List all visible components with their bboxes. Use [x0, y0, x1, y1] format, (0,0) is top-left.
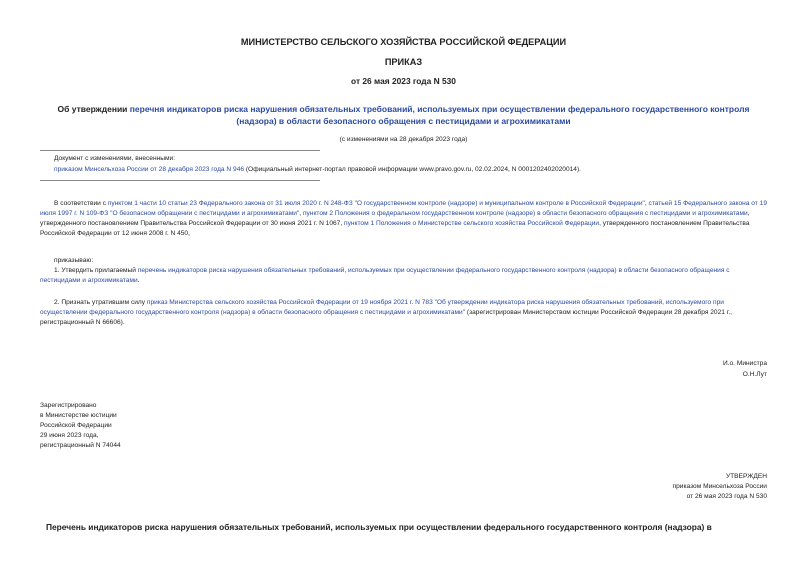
registration-line: Зарегистрировано: [40, 402, 97, 409]
list-title: Перечень индикаторов риска нарушения обязательных требований, используемых при осуществлении федерального государственного контроля (надзора) в: [46, 522, 712, 532]
approval-line: от 26 мая 2023 года N 530: [686, 493, 767, 500]
registration-line: 29 июня 2023 года,: [40, 432, 99, 439]
regulation-450-link[interactable]: пунктом 1 Положения о Министерстве сельского хозяйства Российской Федерации: [344, 220, 600, 227]
indicators-list-link[interactable]: перечень индикаторов риска нарушения обязательных требований, используемых при осуществлении федерального государственного контроля (надзора) в области безопасного обращения с пестицидами и агрохимикатами: [40, 267, 730, 284]
item-1-end: .: [137, 277, 140, 284]
approval-line: приказом Минсельхоза России: [672, 483, 767, 490]
signature-role: И.о. Министра: [722, 360, 767, 367]
title-prefix: Об утверждении: [57, 104, 130, 114]
document-date-number: от 26 мая 2023 года N 530: [351, 76, 456, 86]
signature-name: О.Н.Лут: [742, 371, 767, 378]
document-type: ПРИКАЗ: [384, 57, 423, 67]
item-2-registration: (зарегистрирован Министерством юстиции Российской Федерации 28 декабря 2021 г., регистрационный N 66606).: [40, 309, 732, 326]
law-248-link[interactable]: пунктом 1 части 10 статьи 23 Федерального закона от 31 июля 2020 г. N 248-ФЗ "О государственном контроле (надзоре) и муниципальном контроле в Российской Федерации": [107, 200, 645, 207]
amendment-note: (с изменениями на 28 декабря 2023 года): [339, 136, 468, 143]
preamble-paragraph: [40, 199, 768, 239]
preamble-text-2: , утвержденного постановлением Правительства Российской Федерации от 30 июня 2021 г. N 1067,: [40, 210, 750, 227]
registration-block: [40, 401, 121, 451]
amendments-line: [54, 165, 581, 175]
item-2-paragraph: [40, 298, 768, 328]
preamble-sep-2: ,: [299, 210, 303, 217]
document-title: [40, 103, 767, 127]
preamble-sep-1: ,: [644, 200, 649, 207]
amendment-link[interactable]: приказом Минсельхоза России от 28 декабря 2023 года N 946: [54, 166, 245, 173]
item-1-text: 1. Утвердить прилагаемый: [54, 267, 138, 274]
registration-line: в Министерстве юстиции: [40, 412, 117, 419]
approval-line: УТВЕРЖДЕН: [725, 473, 767, 480]
order-783-link[interactable]: приказ Министерства сельского хозяйства Российской Федерации от 19 ноября 2021 г. N 783 "Об утверждении индикатора риска нарушения обязательных требований, используемого при осуществлении федерального государственного контроля (надзора) в области безопасного обращения с пестицидами и агрохимикатами": [40, 299, 724, 316]
title-link[interactable]: перечня индикаторов риска нарушения обязательных требований, используемых при осуществлении федерального государственного контроля (надзора) в области безопасного обращения с пестицидами и агрохимикатами: [129, 104, 750, 126]
preamble-text-3: , утвержденного постановлением Правительства Российской Федерации от 12 июня 2008 г. N 450,: [40, 220, 750, 237]
law-109-link[interactable]: статьей 15 Федерального закона от 19 июля 1997 г. N 109-ФЗ "О безопасном обращении с пестицидами и агрохимикатами": [40, 200, 767, 217]
amendment-source: (Официальный интернет-портал правовой информации www.pravo.gov.ru, 02.02.2024, N 0001202402020014).: [244, 166, 581, 173]
amendments-label: Документ с изменениями, внесенными:: [54, 155, 176, 162]
approval-block: [673, 472, 767, 502]
item-2-text: 2. Признать утратившим силу: [54, 299, 147, 306]
registration-line: регистрационный N 74044: [40, 442, 121, 449]
item-1-paragraph: [40, 266, 768, 286]
registration-line: Российской Федерации: [40, 422, 112, 429]
ministry-heading: МИНИСТЕРСТВО СЕЛЬСКОГО ХОЗЯЙСТВА РОССИЙСКОЙ ФЕДЕРАЦИИ: [240, 37, 567, 47]
divider-top: [40, 150, 320, 151]
order-word: приказываю:: [54, 257, 94, 264]
divider-bottom: [40, 180, 320, 181]
preamble-text: В соответствии с: [54, 200, 108, 207]
regulation-1067-link[interactable]: пунктом 2 Положения о федеральном государственном контроле (надзоре) в области безопасного обращения с пестицидами и агрохимикатами: [302, 210, 748, 217]
